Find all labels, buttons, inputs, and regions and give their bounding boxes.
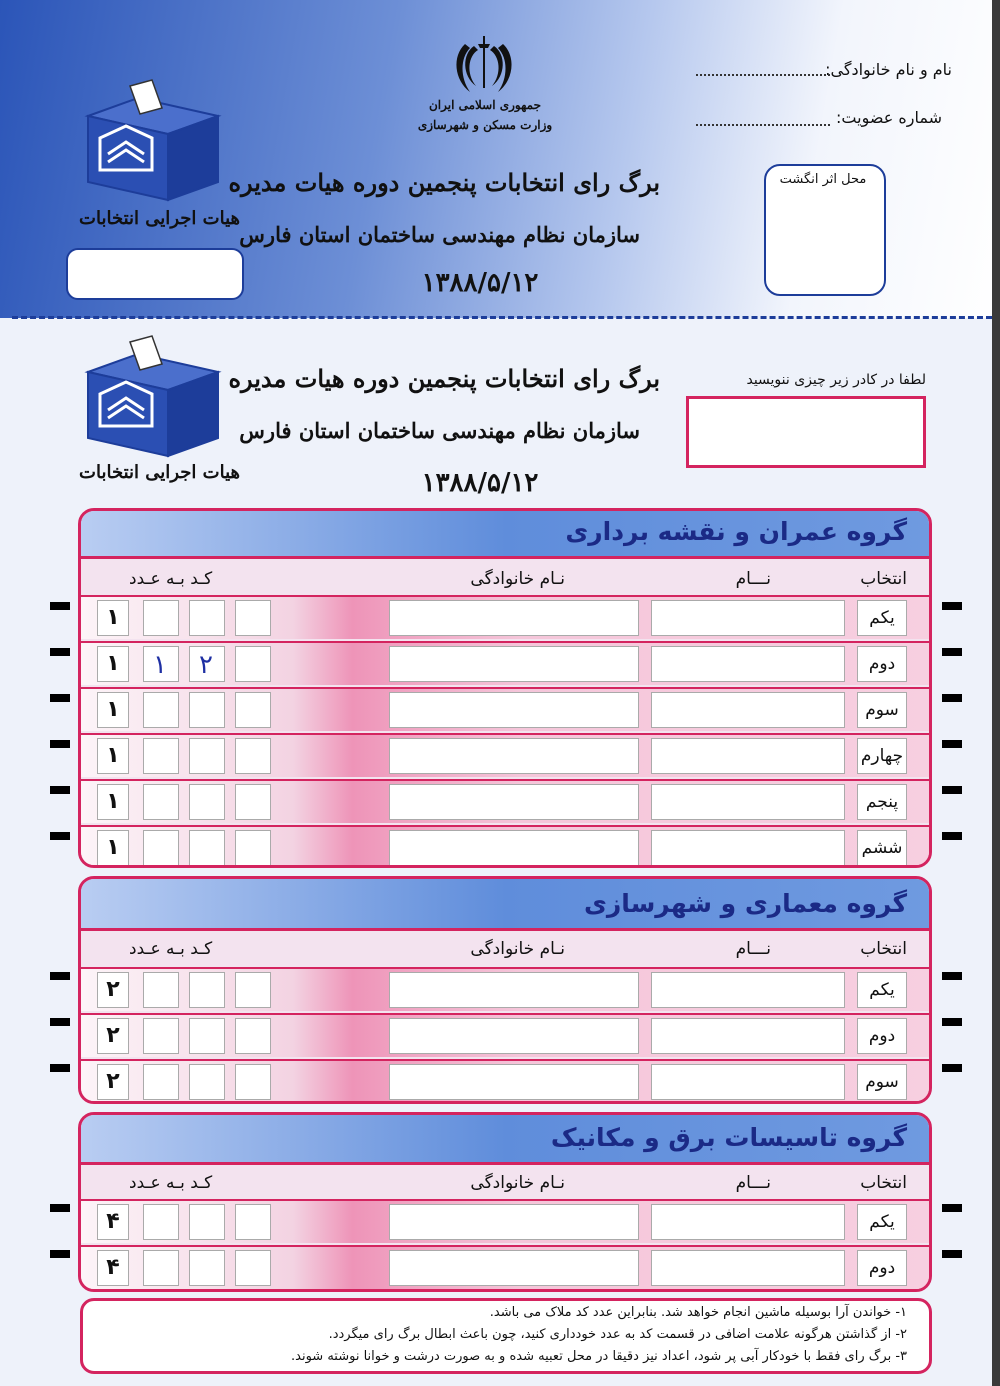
table-row: [81, 967, 929, 1011]
code-digit-1[interactable]: [143, 1064, 179, 1100]
fingerprint-label: محل اثر انگشت: [779, 172, 867, 187]
table-row: [81, 1059, 929, 1103]
timing-mark: [942, 832, 962, 840]
member-number-label: شماره عضویت:: [836, 108, 942, 127]
instructions-box: [80, 1298, 932, 1374]
code-digit-1[interactable]: [143, 738, 179, 774]
group-code: ۴: [97, 1250, 129, 1286]
ballot-box-logo-icon: [78, 78, 228, 208]
code-digit-3[interactable]: [235, 738, 271, 774]
timing-mark: [50, 694, 70, 702]
section-architecture: [78, 876, 932, 1104]
last-name-field[interactable]: [389, 1064, 639, 1100]
committee-label: هیات اجرایی انتخابات: [79, 208, 240, 229]
group-code: ۱: [97, 738, 129, 774]
group-code: ۱: [97, 600, 129, 636]
code-digit-1[interactable]: [143, 1250, 179, 1286]
first-name-field[interactable]: [651, 1018, 845, 1054]
code-digit-3[interactable]: [235, 1064, 271, 1100]
first-name-field[interactable]: [651, 784, 845, 820]
section-header: [81, 1115, 929, 1165]
table-row: [81, 779, 929, 823]
last-name-field[interactable]: [389, 1018, 639, 1054]
code-digit-1[interactable]: [143, 692, 179, 728]
table-row: [81, 641, 929, 685]
group-code: ۲: [97, 1064, 129, 1100]
timing-mark: [942, 786, 962, 794]
group-code: ۲: [97, 972, 129, 1008]
ballot-organization: سازمان نظام مهندسی ساختمان استان فارس: [239, 418, 640, 443]
timing-mark: [50, 1204, 70, 1212]
ordinal-label: دوم: [857, 1250, 907, 1286]
timing-mark: [50, 1064, 70, 1072]
ordinal-label: ششم: [857, 830, 907, 866]
timing-mark: [50, 648, 70, 656]
code-digit-3[interactable]: [235, 1250, 271, 1286]
timing-mark: [50, 832, 70, 840]
member-name-field[interactable]: [696, 74, 830, 76]
ballot-title: برگ رای انتخابات پنجمین دوره هیات مدیره: [228, 364, 660, 393]
timing-mark: [50, 972, 70, 980]
table-row: [81, 687, 929, 731]
stub-title: برگ رای انتخابات پنجمین دوره هیات مدیره: [228, 168, 660, 197]
first-name-field[interactable]: [651, 1064, 845, 1100]
code-digit-2[interactable]: [189, 600, 225, 636]
last-name-field[interactable]: [389, 692, 639, 728]
code-digit-3[interactable]: [235, 600, 271, 636]
code-digit-3[interactable]: [235, 830, 271, 866]
col-first-name: نـــام: [735, 569, 771, 589]
code-digit-1[interactable]: [143, 1018, 179, 1054]
section-header: [81, 511, 929, 559]
instruction-3: ۳- برگ رای فقط با خودکار آبی پر شود، اعداد نیز دقیقا در محل تعبیه شده و به صورت درشت و خوانا نوشته شوند.: [291, 1349, 907, 1364]
timing-mark: [50, 740, 70, 748]
code-digit-1[interactable]: [143, 646, 179, 682]
first-name-field[interactable]: [651, 830, 845, 866]
group-code: ۱: [97, 830, 129, 866]
first-name-field[interactable]: [651, 646, 845, 682]
ordinal-label: یکم: [857, 600, 907, 636]
group-code: ۲: [97, 1018, 129, 1054]
instruction-2: ۲- از گذاشتن هرگونه علامت اضافی در قسمت کد به عدد خودداری کنید، چون باعث ابطال برگ رای میگردد.: [328, 1327, 907, 1342]
member-number-field[interactable]: [696, 124, 830, 126]
table-row: [81, 1245, 929, 1289]
col-code: کـد بـه عـدد: [129, 1173, 213, 1193]
ordinal-label: یکم: [857, 972, 907, 1008]
col-first-name: نـــام: [735, 939, 771, 959]
ministry-line1: جمهوری اسلامی ایران: [428, 98, 542, 112]
col-select: انتخاب: [860, 1173, 907, 1193]
col-code: کـد بـه عـدد: [129, 939, 213, 959]
ballot-date: ۱۳۸۸/۵/۱۲: [421, 468, 539, 498]
section-header: [81, 879, 929, 931]
ordinal-label: یکم: [857, 1204, 907, 1240]
timing-mark: [942, 1250, 962, 1258]
code-digit-3[interactable]: [235, 692, 271, 728]
timing-mark: [50, 1018, 70, 1026]
section-title: گروه معماری و شهرسازی: [584, 889, 907, 918]
col-last-name: نـام خانوادگی: [470, 569, 565, 589]
committee-label: هیات اجرایی انتخابات: [79, 462, 240, 483]
ballot-box-logo-icon: [78, 334, 228, 464]
last-name-field[interactable]: [389, 972, 639, 1008]
handwritten-digit: ۲: [199, 650, 213, 680]
stub-date: ۱۳۸۸/۵/۱۲: [421, 268, 539, 298]
first-name-field[interactable]: [651, 972, 845, 1008]
col-last-name: نـام خانوادگی: [470, 939, 565, 959]
col-last-name: نـام خانوادگی: [470, 1173, 565, 1193]
code-digit-2[interactable]: [189, 972, 225, 1008]
code-digit-2[interactable]: [189, 1018, 225, 1054]
section-civil: [78, 508, 932, 868]
last-name-field[interactable]: [389, 1250, 639, 1286]
first-name-field[interactable]: [651, 1204, 845, 1240]
code-digit-3[interactable]: [235, 1018, 271, 1054]
code-digit-2[interactable]: [189, 1204, 225, 1240]
member-name-label: نام و نام خانوادگی:: [825, 60, 952, 79]
first-name-field[interactable]: [651, 692, 845, 728]
code-digit-2[interactable]: [189, 830, 225, 866]
section-title: گروه عمران و نقشه برداری: [565, 517, 907, 546]
last-name-field[interactable]: [389, 784, 639, 820]
code-digit-2[interactable]: [189, 692, 225, 728]
first-name-field[interactable]: [651, 600, 845, 636]
col-first-name: نـــام: [735, 1173, 771, 1193]
code-digit-1[interactable]: [143, 784, 179, 820]
ordinal-label: پنجم: [857, 784, 907, 820]
ministry-line2: وزارت مسکن و شهرسازی: [417, 118, 553, 132]
ordinal-label: سوم: [857, 1064, 907, 1100]
code-digit-2[interactable]: [189, 1064, 225, 1100]
code-digit-2[interactable]: [189, 784, 225, 820]
timing-mark: [942, 1018, 962, 1026]
stub-blank-box: [66, 248, 244, 300]
code-digit-1[interactable]: [143, 600, 179, 636]
code-digit-1[interactable]: [143, 1204, 179, 1240]
table-row: [81, 1199, 929, 1243]
first-name-field[interactable]: [651, 1250, 845, 1286]
code-digit-3[interactable]: [235, 1204, 271, 1240]
ordinal-label: سوم: [857, 692, 907, 728]
ordinal-label: دوم: [857, 1018, 907, 1054]
table-row: [81, 825, 929, 868]
table-row: [81, 1013, 929, 1057]
code-digit-1[interactable]: [143, 972, 179, 1008]
timing-mark: [942, 1204, 962, 1212]
code-digit-2[interactable]: [189, 646, 225, 682]
code-digit-2[interactable]: [189, 738, 225, 774]
last-name-field[interactable]: [389, 830, 639, 866]
col-select: انتخاب: [860, 569, 907, 589]
last-name-field[interactable]: [389, 646, 639, 682]
scan-edge: [992, 0, 1000, 1386]
ordinal-label: چهارم: [857, 738, 907, 774]
timing-mark: [942, 972, 962, 980]
group-code: ۱: [97, 692, 129, 728]
timing-mark: [942, 740, 962, 748]
table-row: [81, 733, 929, 777]
timing-mark: [50, 786, 70, 794]
code-digit-3[interactable]: [235, 784, 271, 820]
section-mechanical: [78, 1112, 932, 1292]
first-name-field[interactable]: [651, 738, 845, 774]
timing-mark: [942, 648, 962, 656]
group-code: ۴: [97, 1204, 129, 1240]
code-digit-3[interactable]: [235, 972, 271, 1008]
stub-organization: سازمان نظام مهندسی ساختمان استان فارس: [239, 222, 640, 247]
iran-emblem-icon: [452, 32, 516, 100]
timing-mark: [50, 1250, 70, 1258]
timing-mark: [50, 602, 70, 610]
code-digit-1[interactable]: [143, 830, 179, 866]
col-code: کـد بـه عـدد: [129, 569, 213, 589]
section-title: گروه تاسیسات برق و مکانیک: [550, 1123, 907, 1152]
code-digit-2[interactable]: [189, 1250, 225, 1286]
last-name-field[interactable]: [389, 738, 639, 774]
timing-mark: [942, 694, 962, 702]
handwritten-digit: ۱: [153, 650, 167, 680]
do-not-write-label: لطفا در کادر زیر چیزی ننویسید: [746, 372, 926, 388]
last-name-field[interactable]: [389, 1204, 639, 1240]
timing-mark: [942, 1064, 962, 1072]
timing-mark: [942, 602, 962, 610]
code-digit-3[interactable]: [235, 646, 271, 682]
instruction-1: ۱- خواندن آرا بوسیله ماشین انجام خواهد شد. بنابراین عدد کد ملاک می باشد.: [489, 1305, 907, 1320]
last-name-field[interactable]: [389, 600, 639, 636]
official-use-box: [686, 396, 926, 468]
col-select: انتخاب: [860, 939, 907, 959]
table-row: [81, 595, 929, 639]
perforation-line: [12, 316, 992, 319]
ordinal-label: دوم: [857, 646, 907, 682]
group-code: ۱: [97, 646, 129, 682]
group-code: ۱: [97, 784, 129, 820]
